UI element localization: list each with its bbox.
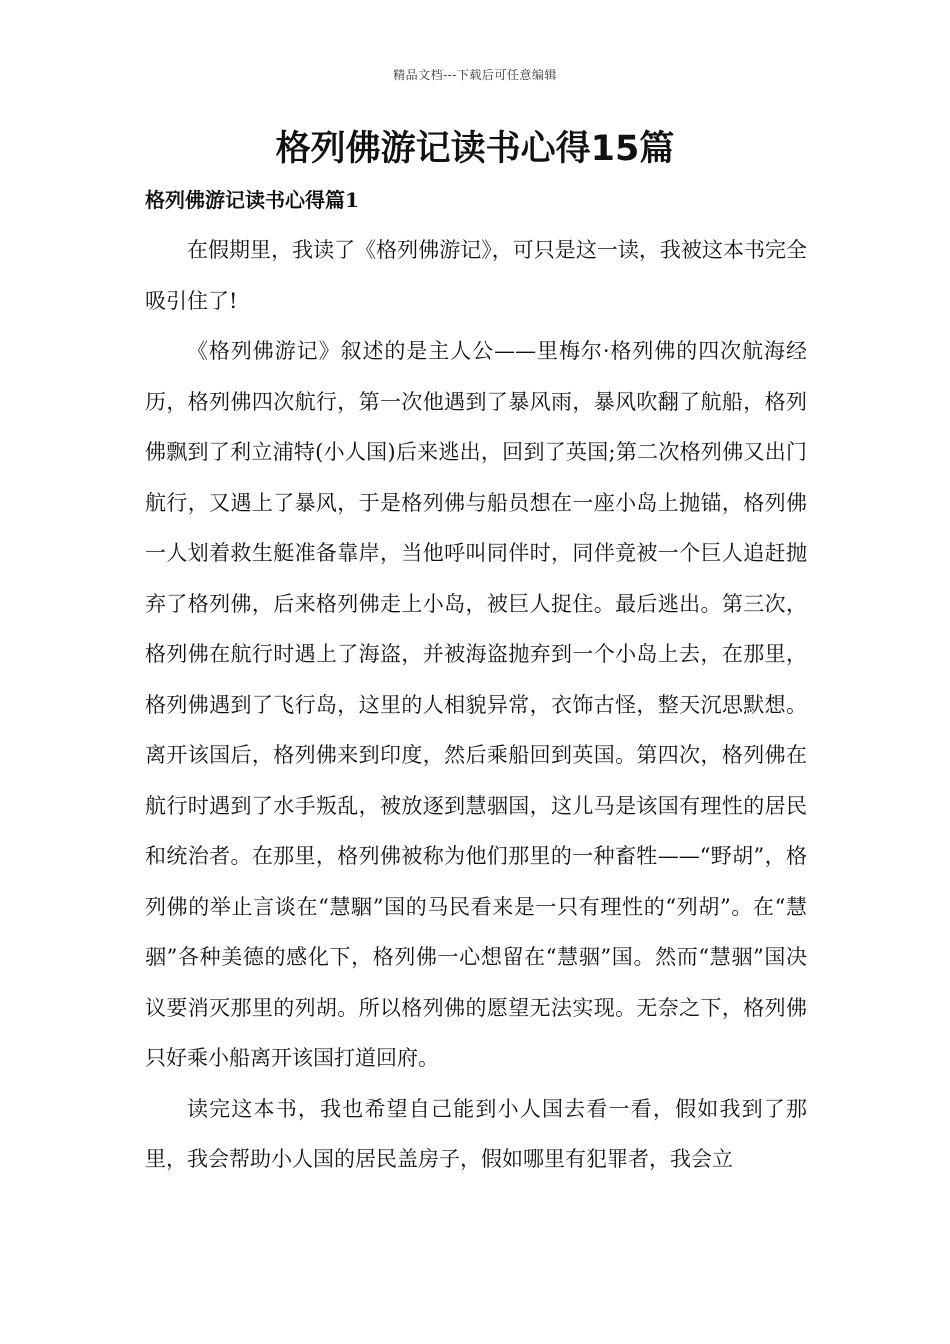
section-heading: 格列佛游记读书心得篇1	[145, 188, 359, 212]
paragraph-3: 读完这本书，我也希望自己能到小人国去看一看，假如我到了那里，我会帮助小人国的居民盖房子，假如哪里有犯罪者，我会立	[145, 1096, 807, 1171]
header-note: 精品文档---下载后可任意编辑	[393, 68, 557, 82]
body-text	[145, 225, 807, 1185]
document-title: 格列佛游记读书心得15篇	[275, 129, 675, 169]
paragraph-2: 《格列佛游记》叙述的是主人公——里梅尔·格列佛的四次航海经历，格列佛四次航行，第一次他遇到了暴风雨，暴风吹翻了航船，格列佛飘到了利立浦特(小人国)后来逃出，回到了英国;第二次格列佛又出门航行，又遇上了暴风，于是格列佛与船员想在一座小岛上抛锚，格列佛一人划着救生艇准备靠岸，当他呼叫同伴时，同伴竟被一个巨人追赶抛弃了格列佛，后来格列佛走上小岛，被巨人捉住。最后逃出。第三次，格列佛在航行时遇上了海盗，并被海盗抛弃到一个小岛上去，在那里，格列佛遇到了飞行岛，这里的人相貌异常，衣饰古怪，整天沉思默想。离开该国后，格列佛来到印度，然后乘船回到英国。第四次，格列佛在航行时遇到了水手叛乱，被放逐到慧骃国，这儿马是该国有理性的居民和统治者。在那里，格列佛被称为他们那里的一种畜牲——“野胡”，格列佛的举止言谈在“慧駰”国的马民看来是一只有理性的“列胡”。在“慧骃”各种美德的感化下，格列佛一心想留在“慧骃”国。然而“慧骃”国决议要消灭那里的列胡。所以格列佛的愿望无法实现。无奈之下，格列佛只好乘小船离开该国打道回府。	[145, 339, 807, 1070]
paragraph-1: 在假期里，我读了《格列佛游记》，可只是这一读，我被这本书完全吸引住了!	[145, 238, 807, 313]
